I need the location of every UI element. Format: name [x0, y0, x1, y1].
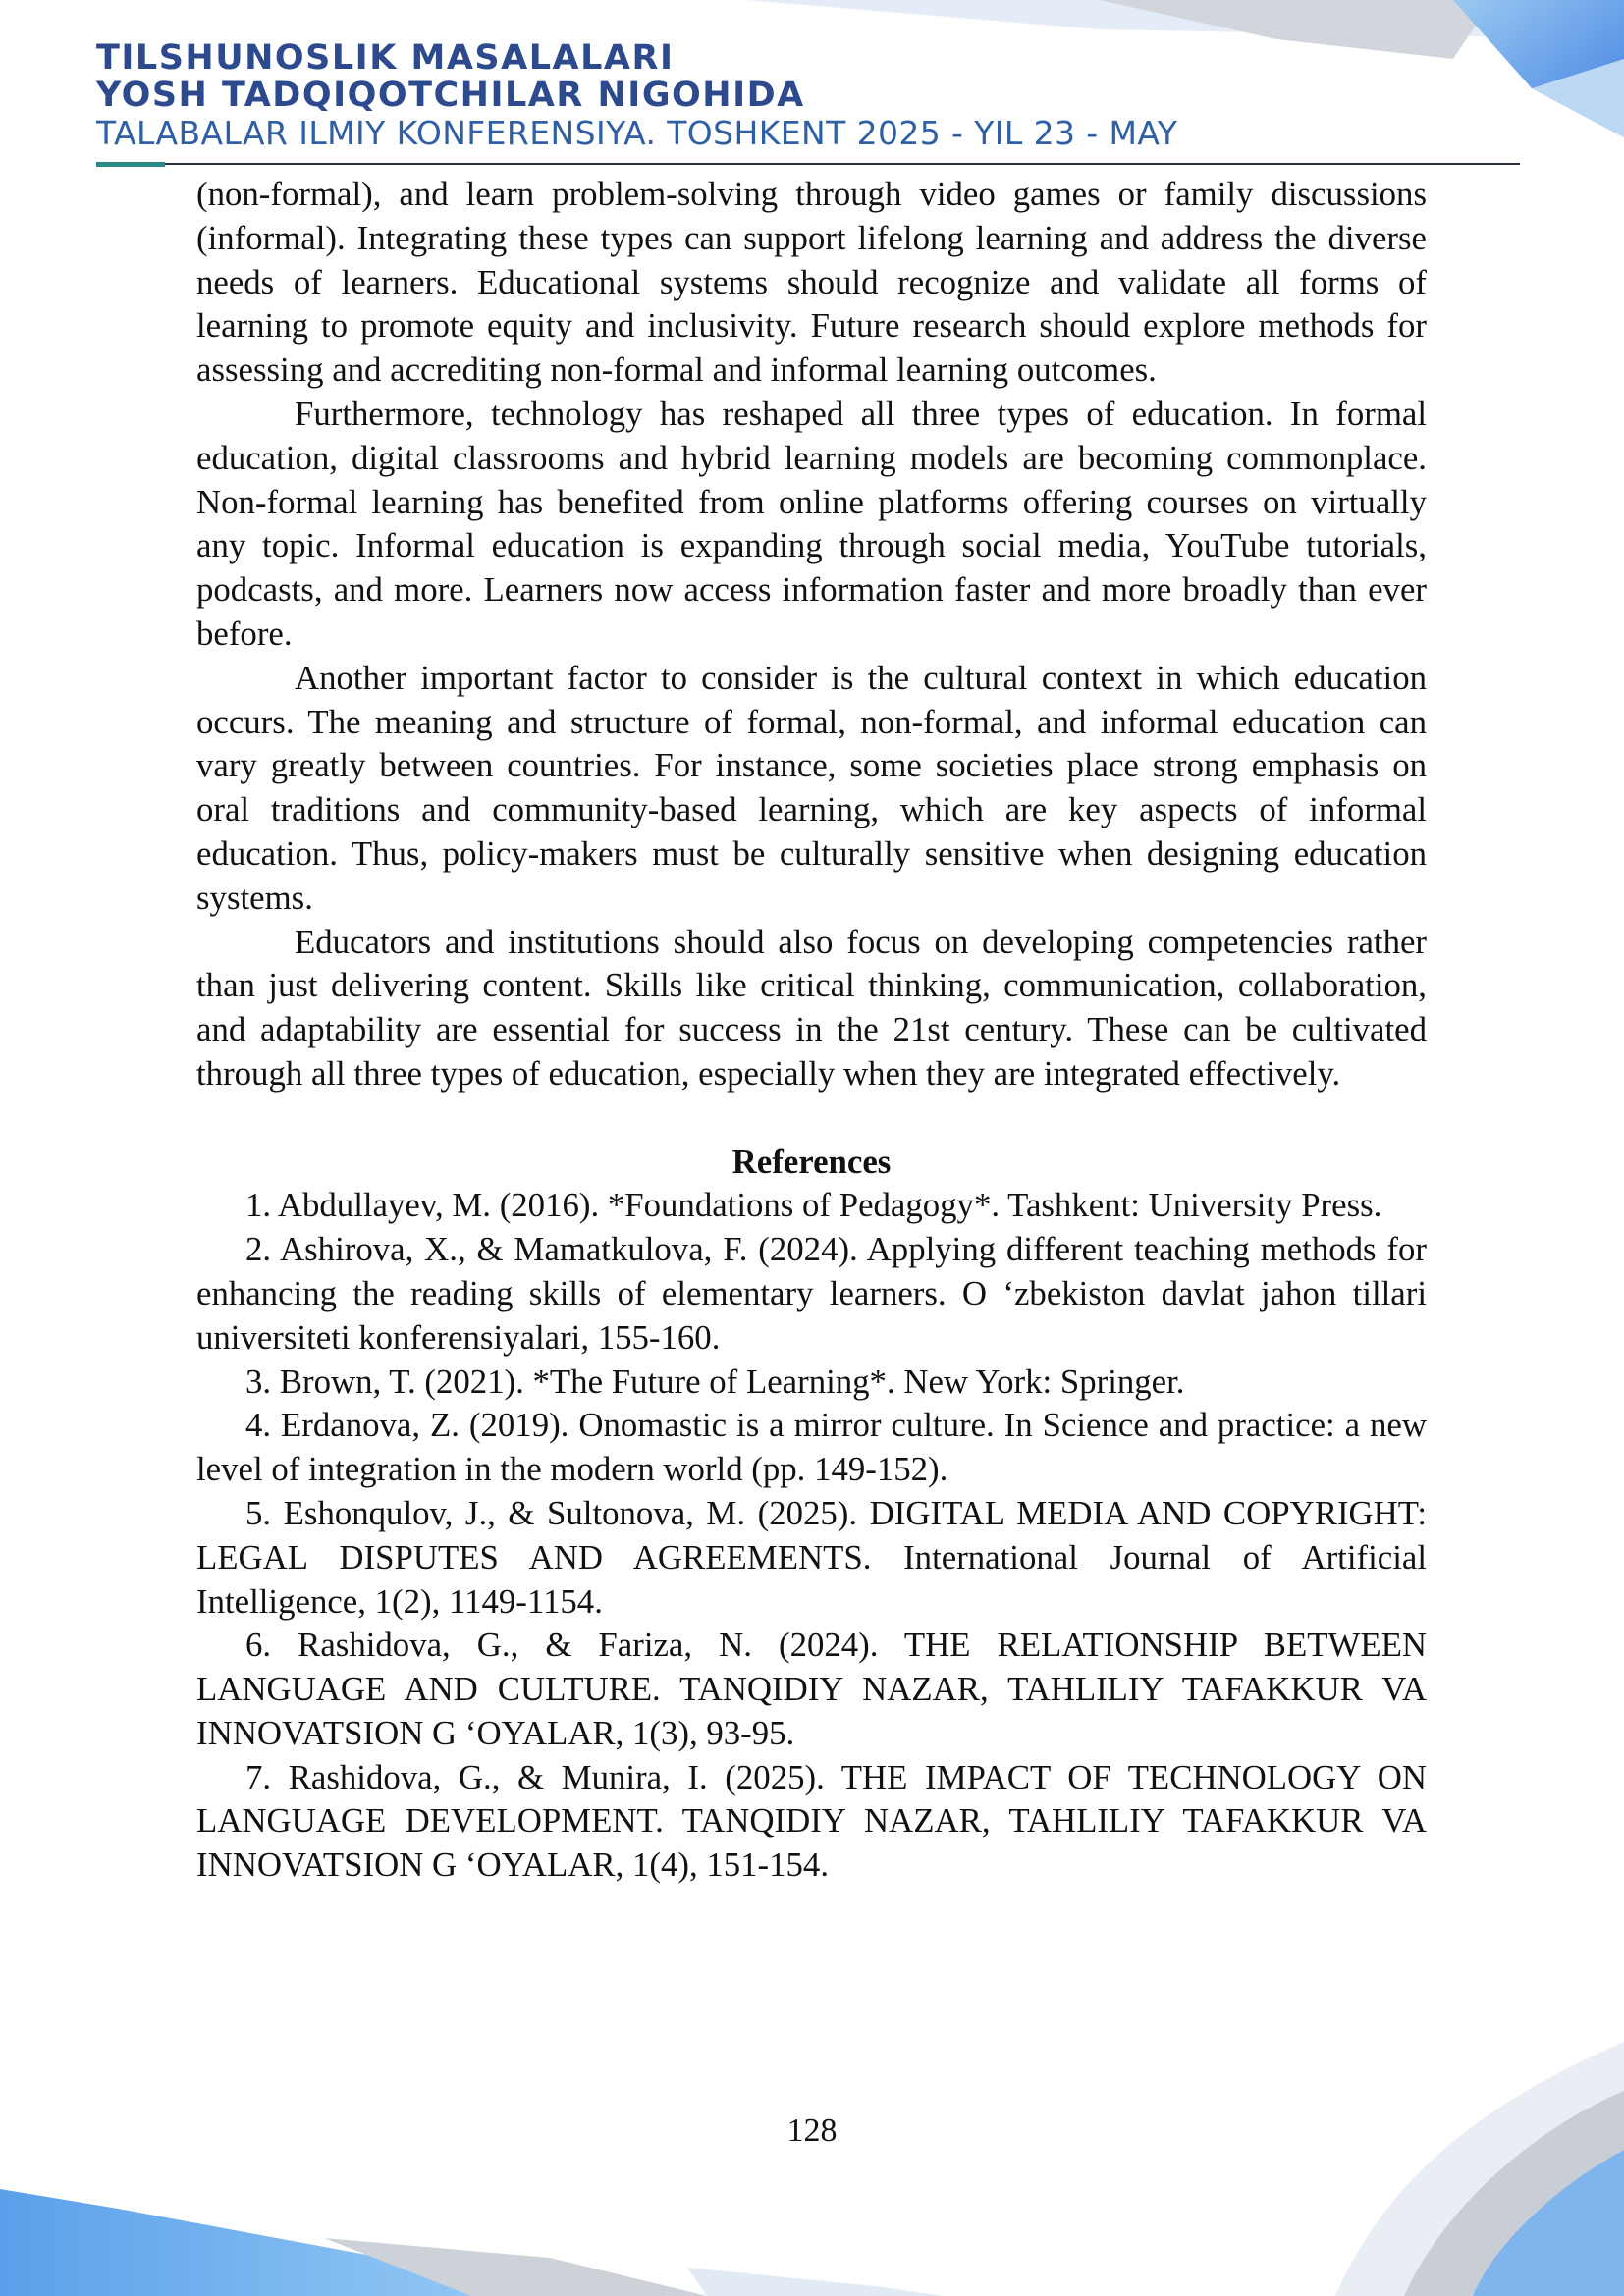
- reference-item: 1. Abdullayev, M. (2016). *Foundations of Pedagogy*. Tashkent: University Press.: [245, 1186, 1382, 1225]
- reference-item: 2. Ashirova, X., & Mamatkulova, F. (2024). Applying different teaching methods for enhancing the reading skills of elementary learners. O ‘zbekiston davlat jahon tillari universiteti konferensiyalari, 155-160.: [196, 1230, 1427, 1357]
- header-title-line1: TILSHUNOSLIK MASALALARI: [96, 38, 675, 78]
- reference-item: 7. Rashidova, G., & Munira, I. (2025). THE IMPACT OF TECHNOLOGY ON LANGUAGE DEVELOPMENT. TANQIDIY NAZAR, TAHLILIY TAFAKKUR VA INNOVATSION G ‘OYALAR, 1(4), 151-154.: [196, 1757, 1427, 1885]
- conference-header: [96, 39, 1520, 153]
- header-rule: [96, 163, 1520, 165]
- header-subtitle: TALABALAR ILMIY KONFERENSIYA. TOSHKENT 2025 - YIL 23 - MAY: [96, 114, 1178, 152]
- page-body: [196, 173, 1427, 1888]
- section-spacer: [196, 1096, 1427, 1141]
- body-paragraph: Educators and institutions should also focus on developing competencies rather than just delivering content. Skills like critical thinking, communication, collaboration, and adaptability are essential for success in the 21st century. These can be cultivated through all three types of education, especially when they are integrated effectively.: [196, 922, 1427, 1093]
- header-title-line2: YOSH TADQIQOTCHILAR NIGOHIDA: [96, 76, 805, 115]
- bottom-left-swoosh-pale: [687, 2268, 943, 2296]
- reference-item: 5. Eshonqulov, J., & Sultonova, M. (2025). DIGITAL MEDIA AND COPYRIGHT: LEGAL DISPUTES AND AGREEMENTS. International Journal of Artificial Intelligence, 1(2), 1149-1154.: [196, 1493, 1427, 1621]
- body-paragraph: Another important factor to consider is the cultural context in which education occurs. The meaning and structure of formal, non-formal, and informal education can vary greatly between countries. For instance, some societies place strong emphasis on oral traditions and community-based learning, which are key aspects of informal education. Thus, policy-makers must be culturally sensitive when designing education systems.: [196, 658, 1427, 917]
- references-heading: References: [731, 1142, 892, 1181]
- header-rule-accent: [96, 162, 165, 167]
- body-paragraph: Furthermore, technology has reshaped all three types of education. In formal education, digital classrooms and hybrid learning models are becoming commonplace. Non-formal learning has benefited from online platforms offering courses on virtually any topic. Informal education is expanding through social media, YouTube tutorials, podcasts, and more. Learners now access information faster and more broadly than ever before.: [196, 394, 1427, 653]
- reference-item: 4. Erdanova, Z. (2019). Onomastic is a mirror culture. In Science and practice: a new level of integration in the modern world (pp. 149-152).: [196, 1406, 1427, 1489]
- page-number: 128: [786, 2112, 838, 2149]
- body-paragraph: (non-formal), and learn problem-solving through video games or family discussions (informal). Integrating these types can support lifelong learning and address the diverse needs of learners. Educational systems should recognize and validate all forms of learning to promote equity and inclusivity. Future research should explore methods for assessing and accrediting non-formal and informal learning outcomes.: [196, 175, 1427, 390]
- reference-item: 6. Rashidova, G., & Fariza, N. (2024). THE RELATIONSHIP BETWEEN LANGUAGE AND CULTURE. TANQIDIY NAZAR, TAHLILIY TAFAKKUR VA INNOVATSION G ‘OYALAR, 1(3), 93-95.: [196, 1626, 1427, 1752]
- reference-item: 3. Brown, T. (2021). *The Future of Learning*. New York: Springer.: [245, 1362, 1185, 1401]
